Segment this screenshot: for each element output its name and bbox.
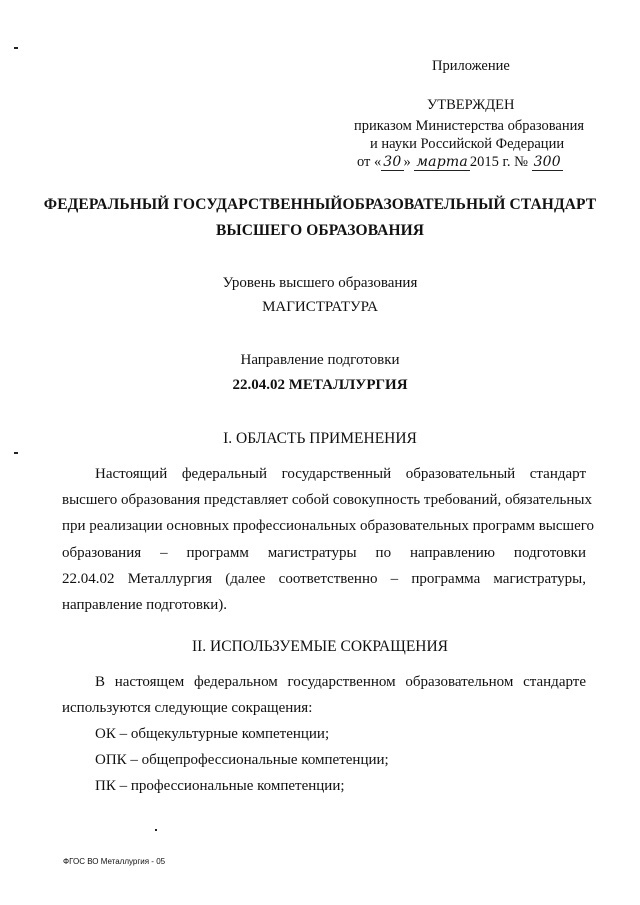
abbreviation-opk: ОПК – общепрофессиональные компетенции; <box>95 752 389 768</box>
section-1-heading: I. ОБЛАСТЬ ПРИМЕНЕНИЯ <box>223 430 417 447</box>
section-2-intro-line-2: используются следующие сокращения: <box>62 700 313 716</box>
scan-mark-middle <box>14 452 18 454</box>
section-1-line-2: высшего образования представляет собой совокупность требований, обязательных <box>62 492 592 508</box>
page-footer: ФГОС ВО Металлургия - 05 <box>63 857 166 866</box>
section-2-intro-line-1: В настоящем федеральном государственном образовательном стандарте <box>95 674 586 690</box>
direction-value: 22.04.02 МЕТАЛЛУРГИЯ <box>232 377 408 393</box>
section-1-line-4: образования – программ магистратуры по направлению подготовки <box>62 545 586 561</box>
section-1-line-1: Настоящий федеральный государственный образовательный стандарт <box>95 466 586 482</box>
education-level-value: МАГИСТРАТУРА <box>262 299 378 315</box>
standard-title-line-1: ФЕДЕРАЛЬНЫЙ ГОСУДАРСТВЕННЫЙОБРАЗОВАТЕЛЬНЫЙ СТАНДАРТ <box>43 196 597 213</box>
date-year: 2015 г. № <box>469 154 528 170</box>
date-month: марта <box>416 154 468 170</box>
scan-mark-dot <box>155 829 157 831</box>
standard-title-line-2: ВЫСШЕГО ОБРАЗОВАНИЯ <box>215 222 425 239</box>
approval-date-line <box>357 154 563 171</box>
approval-line-2: и науки Российской Федерации <box>370 136 565 152</box>
date-prefix: от « <box>357 154 382 170</box>
date-mid: » <box>403 154 415 170</box>
approval-line-1: приказом Министерства образования <box>354 118 585 134</box>
annex-label: Приложение <box>432 58 510 74</box>
scan-mark-top <box>14 47 18 49</box>
education-level-label: Уровень высшего образования <box>222 275 418 291</box>
section-2-heading: II. ИСПОЛЬЗУЕМЫЕ СОКРАЩЕНИЯ <box>191 638 449 655</box>
section-1-line-3: при реализации основных профессиональных образовательных программ высшего <box>62 518 595 534</box>
section-1-line-6: направление подготовки). <box>62 597 227 613</box>
approval-title: УТВЕРЖДЕН <box>427 97 515 113</box>
direction-label: Направление подготовки <box>240 352 400 368</box>
abbreviation-ok: ОК – общекультурные компетенции; <box>95 726 330 742</box>
abbreviation-pk: ПК – профессиональные компетенции; <box>95 778 345 794</box>
order-number: 300 <box>533 154 561 170</box>
section-1-line-5: 22.04.02 Металлургия (далее соответственно – программа магистратуры, <box>62 571 586 587</box>
date-day: 30 <box>383 154 402 170</box>
